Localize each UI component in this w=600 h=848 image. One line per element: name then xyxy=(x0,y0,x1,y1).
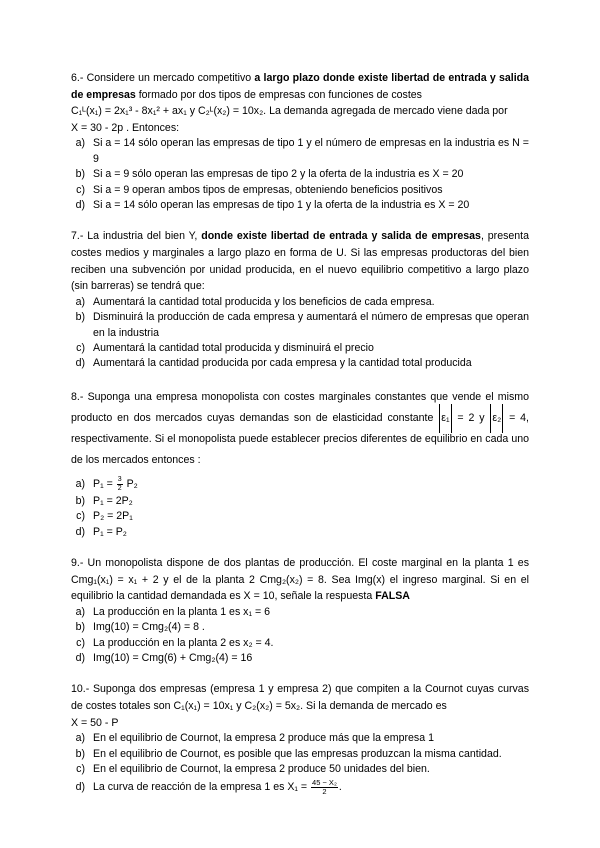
question-8-options xyxy=(71,475,529,540)
question-7-statement: 7.- La industria del bien Y, donde existe libertad de entrada y salida de empresas, presenta costes medios y marginales a largo plazo en forma de U. Si las empresas productoras del bien reciben una subvención por unidad producida, en el nuevo equilibrio competitivo a largo plazo (sin barreras) se tendrá que: xyxy=(71,230,530,293)
question-9-bold-false: FALSA xyxy=(375,590,410,603)
option-d[interactable]: d) P₁ = P₂ xyxy=(75,525,127,538)
option-d[interactable]: d) La curva de reacción de la empresa 1 es X₁ = $\frac{\text{45 − X₂}}{2}$ . xyxy=(75,778,342,797)
option-a[interactable]: a) La producción en la planta 1 es x₁ = 6 xyxy=(75,605,271,618)
question-7-bold-condition: donde existe libertad de entrada y salida de empresas xyxy=(201,230,481,243)
question-6 xyxy=(71,70,529,213)
exam-page xyxy=(71,70,529,812)
question-6-statement: 6.- Considere un mercado competitivo a largo plazo donde existe libertad de entrada y salida de empresas formado por dos tipos de empresas con funciones de costes xyxy=(71,72,529,101)
option-d[interactable]: d) Aumentará la cantidad producida por cada empresa y la cantidad total producida xyxy=(75,357,472,370)
option-c[interactable]: c) La producción en la planta 2 es x₂ = 4. xyxy=(76,636,274,649)
question-6-bold-condition: a largo plazo donde existe libertad de entrada y salida de empresas xyxy=(71,72,529,101)
option-b[interactable]: b) En el equilibrio de Cournot, es posible que las empresas produzcan la misma cantidad. xyxy=(75,747,502,760)
option-a[interactable]: a) En el equilibrio de Cournot, la empresa 2 produce más que la empresa 1 xyxy=(75,732,434,745)
option-c[interactable]: c) Si a = 9 operan ambos tipos de empresas, obteniendo beneficios positivos xyxy=(76,183,443,196)
question-6-demand: X = 30 - 2p . Entonces: xyxy=(71,121,180,134)
option-a[interactable]: a) Aumentará la cantidad total producida y los beneficios de cada empresa. xyxy=(75,295,435,308)
question-10-statement: 10.- Suponga dos empresas (empresa 1 y empresa 2) que compiten a la Cournot cuyas curvas de costes totales son C₁(x₁) = 10x₁ y C₂(x₂) = 5x₂. Si la demanda de mercado es xyxy=(71,683,529,713)
question-9 xyxy=(71,555,529,666)
option-c[interactable]: c) P₂ = 2P₁ xyxy=(76,510,133,523)
fraction-three-halves: $\frac{3}{2}$ xyxy=(117,475,122,492)
question-7 xyxy=(71,228,529,371)
question-10 xyxy=(71,681,529,797)
question-8 xyxy=(71,387,529,540)
question-8-statement: 8.- Suponga una empresa monopolista con costes marginales constantes que vende el mismo producto en dos mercados cuyas demandas son de elasticidad constante ε₁ = 2 y ε₂ = 4, respectivamente. Si el monopolista puede establecer precios diferentes de equilibrio en cada uno de los mercados entonces : xyxy=(71,390,529,466)
question-9-options xyxy=(71,605,529,667)
option-b[interactable]: b) P₁ = 2P₂ xyxy=(75,494,133,507)
option-d[interactable]: d) Si a = 14 sólo operan las empresas de tipo 1 y la oferta de la industria es X = 20 xyxy=(75,199,470,211)
option-d[interactable]: d) Img(10) = Cmg(6) + Cmg₂(4) = 16 xyxy=(75,652,253,665)
question-6-cost-functions: C₁ᴸ(x₁) = 2x₁³ - 8x₁² + ax₁ y C₂ᴸ(x₂) = 10x₂. La demanda agregada de mercado viene dada por xyxy=(71,105,508,118)
option-c[interactable]: c) En el equilibrio de Cournot, la empresa 2 produce 50 unidades del bien. xyxy=(76,763,430,776)
option-b[interactable]: b) Si a = 9 sólo operan las empresas de tipo 2 y la oferta de la industria es X = 20 xyxy=(75,168,464,181)
question-9-statement: 9.- Un monopolista dispone de dos plantas de producción. El coste marginal en la planta 1 es Cmg₁(x₁) = x₁ + 2 y el de la planta 2 Cmg₂(x₂) = 8. Sea Img(x) el ingreso marginal. Si en el equilibrio la cantidad demandada es X = 10, señale la respuesta FALSA xyxy=(71,557,529,603)
question-6-options xyxy=(71,136,529,213)
option-a[interactable]: a) Si a = 14 sólo operan las empresas de tipo 1 y el número de empresas en la industria es N = 9 xyxy=(75,137,529,165)
option-a[interactable]: a) P₁ = $\frac{3}{2}$ P₂ xyxy=(75,475,138,492)
option-c[interactable]: c) Aumentará la cantidad total producida y disminuirá el precio xyxy=(76,342,374,354)
question-10-options xyxy=(71,731,529,797)
elasticity-1-abs: ε₁ xyxy=(439,408,451,429)
question-7-options xyxy=(71,295,529,372)
option-b[interactable]: b) Img(10) = Cmg₂(4) = 8 . xyxy=(75,621,205,634)
reaction-curve-fraction: $\frac{\text{45 − X₂}}{2}$ xyxy=(312,778,337,797)
question-10-demand: X = 50 - P xyxy=(71,716,119,729)
option-b[interactable]: b) Disminuirá la producción de cada empresa y aumentará el número de empresas que operan en la industria xyxy=(75,311,529,339)
elasticity-2-abs: ε₂ xyxy=(490,408,503,429)
